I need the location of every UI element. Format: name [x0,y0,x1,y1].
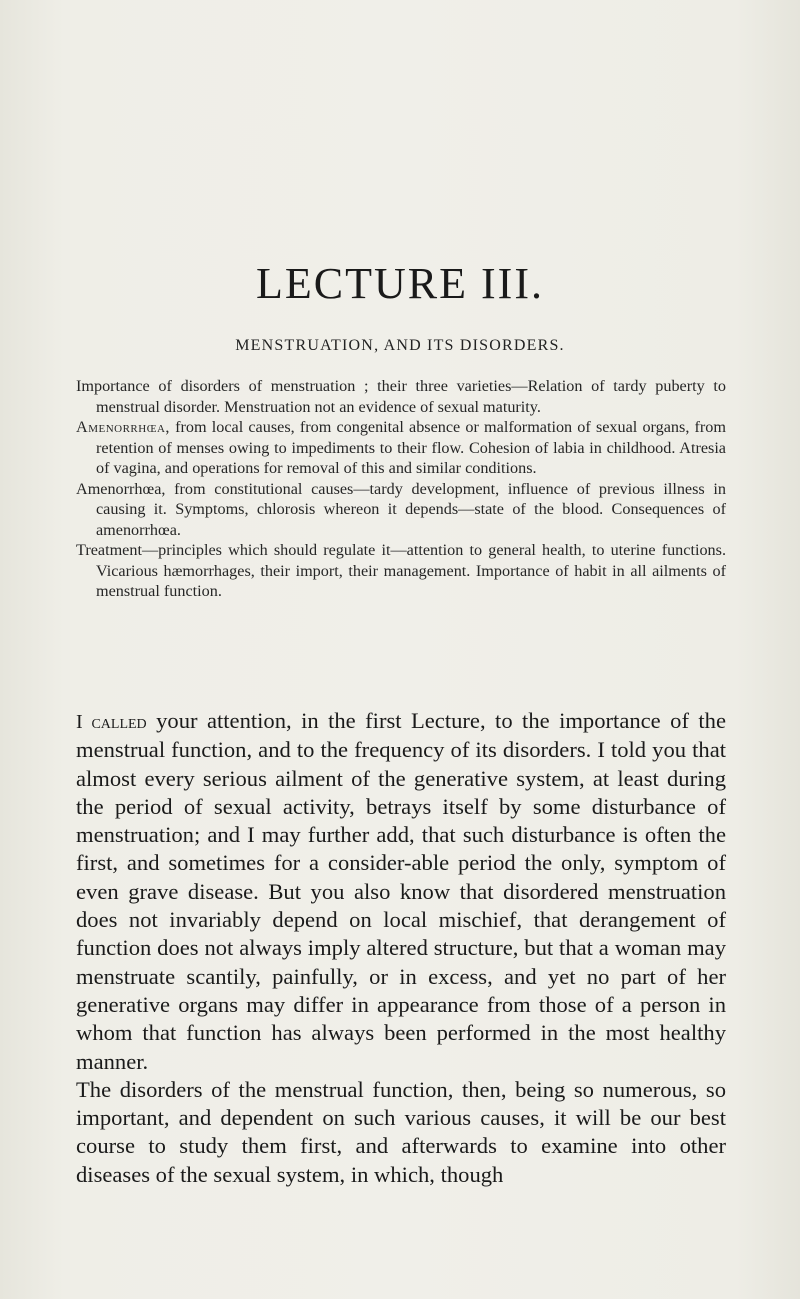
lecture-subtitle: MENSTRUATION, AND ITS DISORDERS. [235,337,565,354]
body-text: your attention, in the first Lecture, to the importance of the menstrual function, and to the frequency of its disorders. I told you that almost every serious ailment of the generative system, at least during the period of sexual activity, betrays itself by some disturbance of menstruation; and I may further add, that such disturbance is often the first, and sometimes for a consider-able period the only, symptom of even grave disease. But you also know that disordered menstruation does not invariably depend on local mischief, that derangement of function does not always imply altered structure, but that a woman may menstruate scantily, painfully, or in excess, and yet no part of her generative organs may differ in appearance from those of a person in whom that function has always been performed in the most healthy manner. [76,708,727,1074]
opening-words: I called [76,711,147,733]
chapter-summary [76,376,726,602]
summary-text: from local causes, from congenital absence or malformation of sexual organs, from retention of menses owing to impediments to their flow. Cohesion of labia in childhood. Atresia of vagina, and operations for removal of this and similar conditions. [96,418,726,477]
summary-paragraph: Treatment—principles which should regulate it—attention to general health, to uterine functions. Vicarious hæmorrhages, their import, their management. Importance of habit in all ailments of menstrual function. [76,541,726,600]
body-paragraph [76,707,726,1076]
summary-paragraph [76,417,726,479]
summary-lead-term: Amenorrhœa, [76,418,170,436]
summary-paragraph: Amenorrhœa, from constitutional causes—tardy development, influence of previous illness in causing it. Symptoms, chlorosis whereon it depends—state of the blood. Consequences of amenorrhœa. [76,479,726,539]
body-paragraph: The disorders of the menstrual function, then, being so numerous, so important, and dependent on such various causes, it will be our best course to study them first, and afterwards to examine into other diseases of the sexual system, in which, though [76,1076,726,1187]
lecture-body [76,707,726,1189]
lecture-title: LECTURE III. [256,259,544,308]
summary-paragraph: Importance of disorders of menstruation ; their three varieties—Relation of tardy puberty to menstrual disorder. Menstruation not an evidence of sexual maturity. [76,377,726,416]
